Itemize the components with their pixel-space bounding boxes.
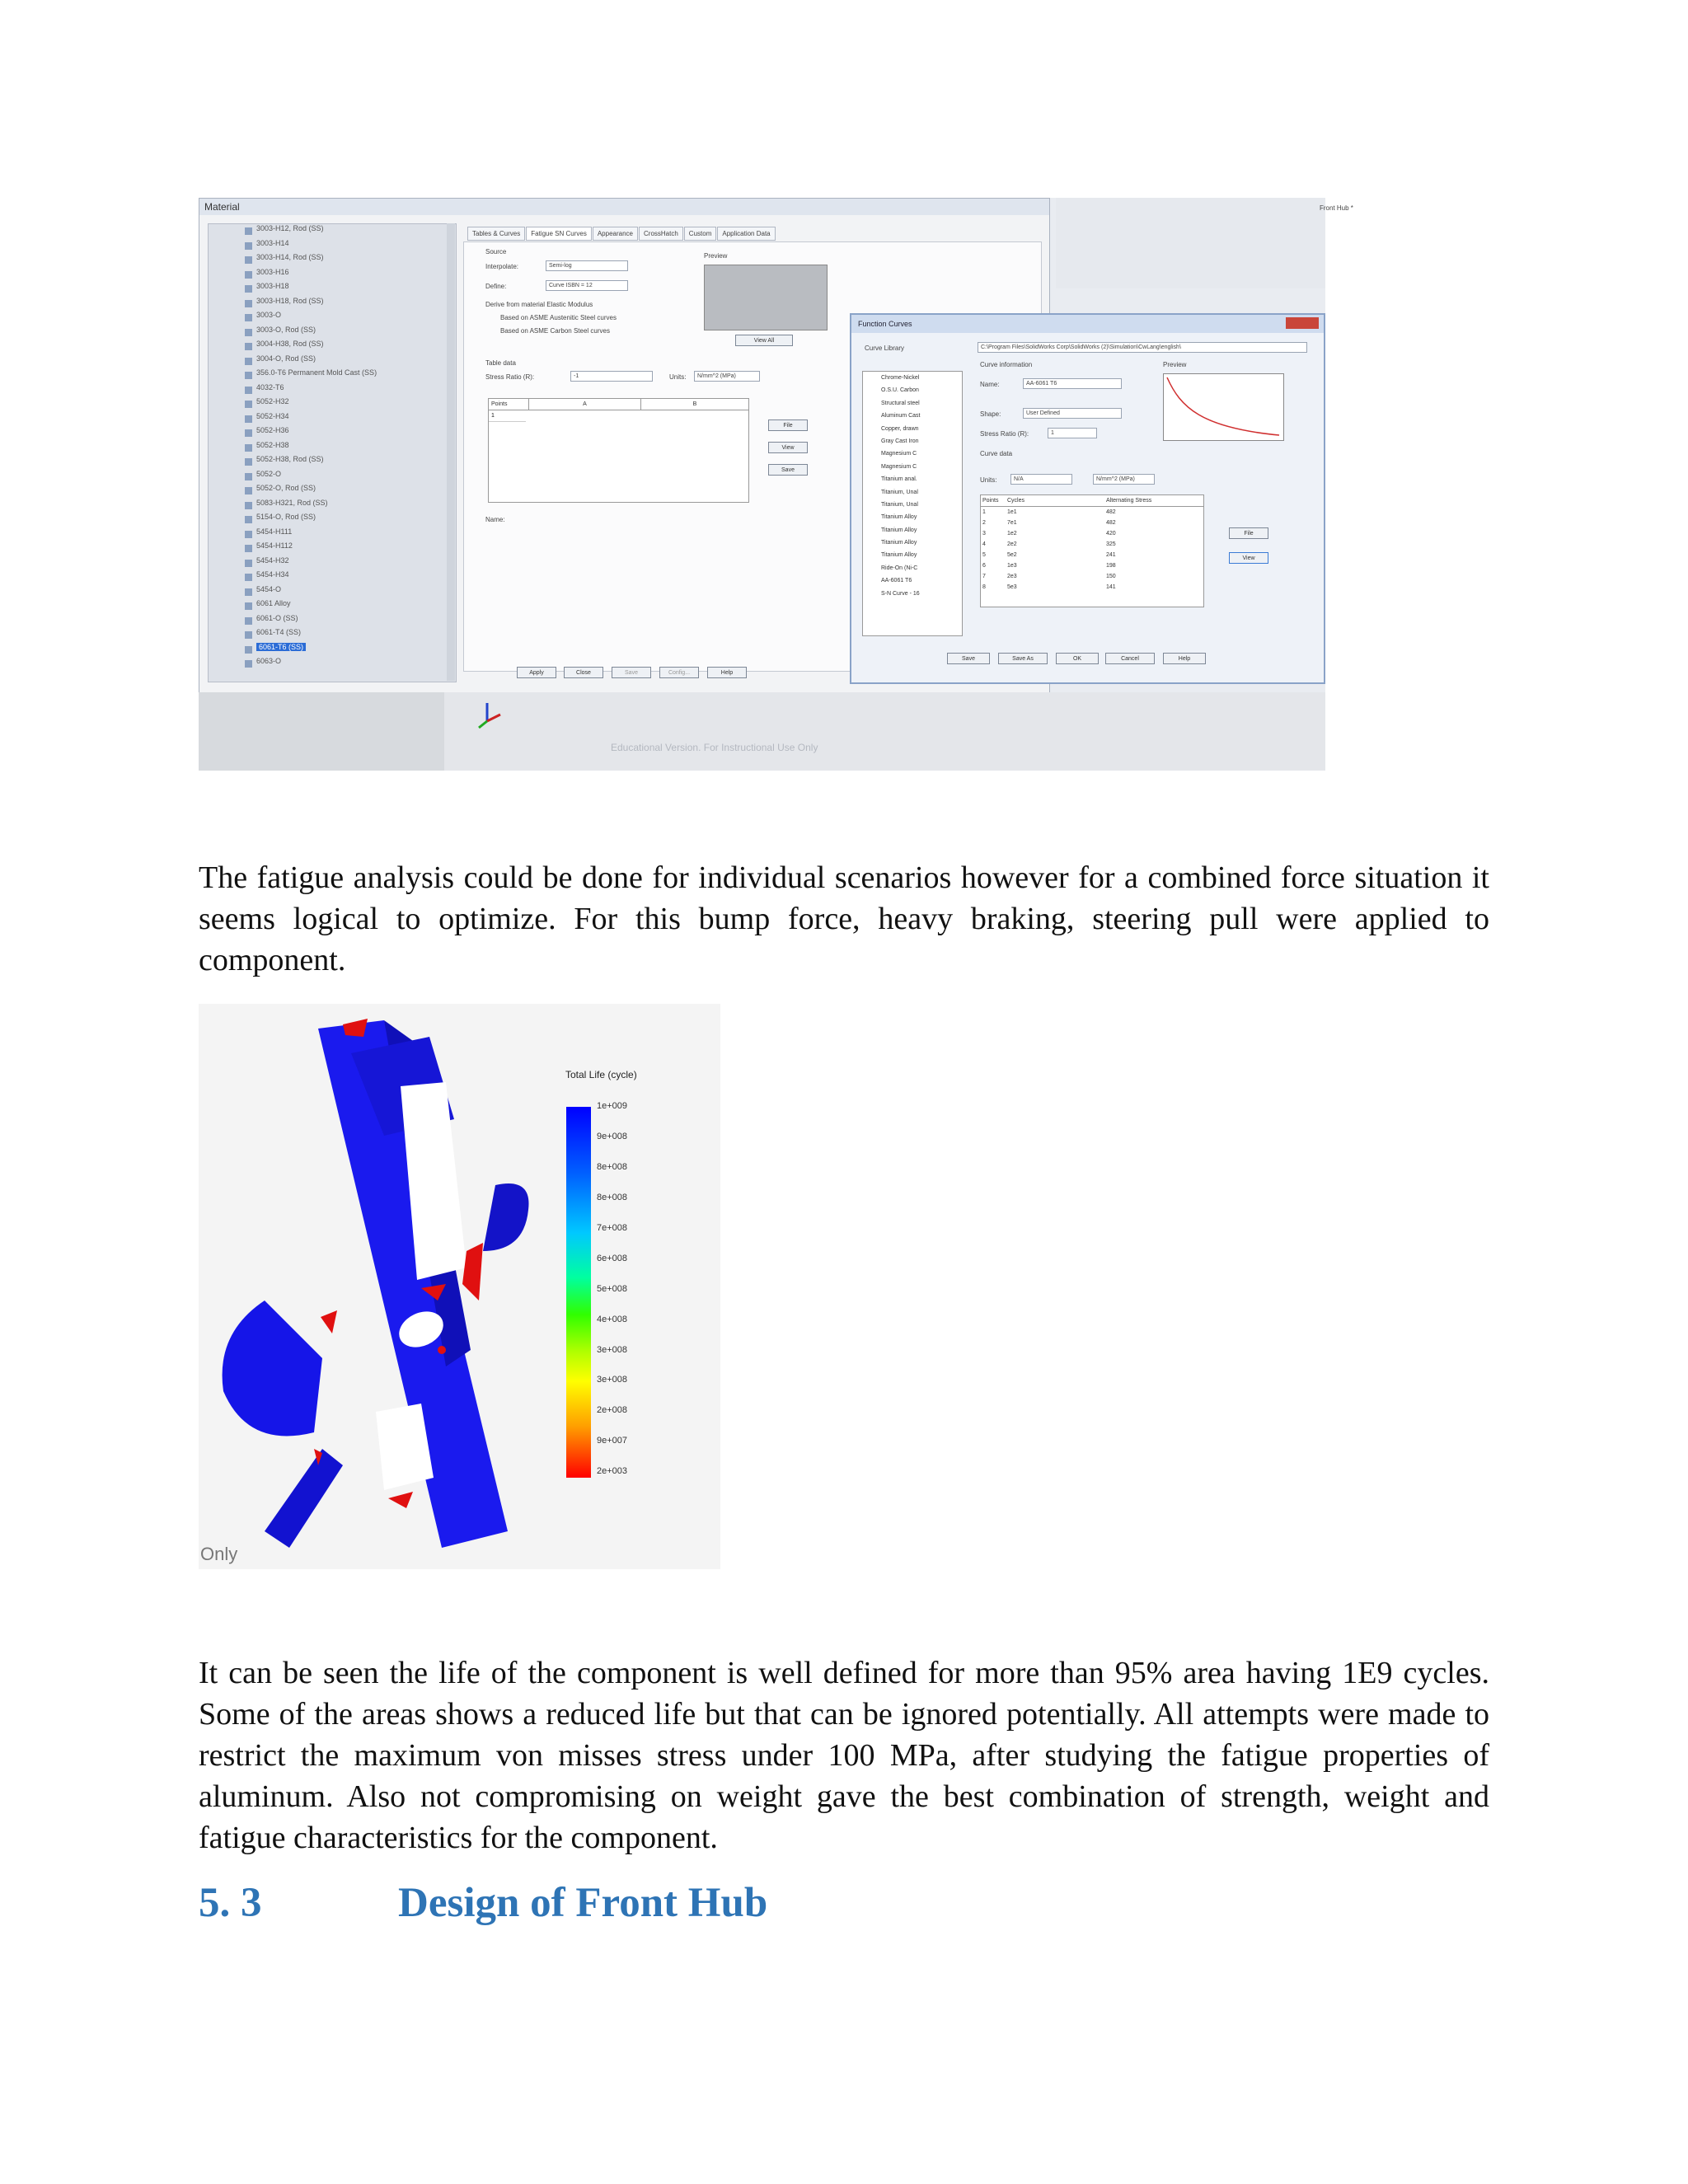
table-cell: 1e1: [1007, 509, 1017, 515]
tree-item[interactable]: [209, 253, 456, 268]
tree-item-label: 6063-O: [256, 657, 282, 665]
legend-title: Total Life (cycle): [565, 1069, 637, 1080]
fc-name-label: Name:: [980, 381, 1000, 388]
fc-preview: [1163, 373, 1284, 441]
library-item[interactable]: Titanium, Unal: [881, 501, 918, 508]
tab-3[interactable]: CrossHatch: [639, 227, 683, 241]
units-select[interactable]: N/mm^2 (MPa): [694, 371, 760, 382]
table-cell: 141: [1106, 584, 1116, 590]
col-b: B: [692, 401, 697, 407]
interpolate-label: Interpolate:: [485, 263, 519, 270]
fc-saveas-button[interactable]: Save As: [998, 653, 1048, 664]
legend-tick-label: 2e+003: [597, 1466, 628, 1477]
table-cell: 2e2: [1007, 541, 1017, 547]
table-cell: 482: [1106, 520, 1116, 526]
legend-tick-label: 9e+008: [597, 1131, 628, 1141]
sn-table[interactable]: [488, 398, 749, 503]
apply-button[interactable]: Apply: [517, 667, 556, 678]
tree-item[interactable]: [209, 556, 456, 571]
table-row[interactable]: [981, 582, 1203, 593]
tree-item-label: 5454-O: [256, 584, 282, 593]
tree-scrollbar[interactable]: [447, 223, 455, 681]
table-cell: 5e3: [1007, 584, 1017, 590]
table-cell: 482: [1106, 509, 1116, 515]
table-cell: 2: [982, 520, 986, 526]
fc-stress-ratio-input[interactable]: 1: [1048, 428, 1097, 438]
legend-tick-label: 7e+008: [597, 1222, 628, 1233]
table-cell: 1e3: [1007, 563, 1017, 569]
tree-item-label: 6061-T4 (SS): [256, 628, 302, 636]
library-item[interactable]: Chrome-Nickel: [881, 375, 920, 381]
save-button[interactable]: Save: [768, 464, 808, 476]
tree-item[interactable]: [209, 368, 456, 383]
curve-library-label: Curve Library: [865, 344, 905, 352]
table-row[interactable]: [981, 528, 1203, 539]
fatigue-life-plot: [199, 1004, 720, 1569]
fc-save-button[interactable]: Save: [947, 653, 990, 664]
table-cell: 4: [982, 541, 986, 547]
tree-item[interactable]: [209, 340, 456, 354]
close-button[interactable]: Close: [564, 667, 603, 678]
col-points: Points: [489, 399, 529, 410]
table-cell: 325: [1106, 541, 1116, 547]
sn-preview: [704, 265, 828, 330]
graphics-area: [199, 692, 1325, 771]
material-tree[interactable]: [208, 223, 457, 682]
document-title: Front Hub *: [1320, 204, 1353, 212]
educational-watermark: Educational Version. For Instructional Use Only: [611, 742, 818, 753]
curve-data-label: Curve data: [980, 450, 1013, 457]
tree-item-label: 5052-O: [256, 469, 282, 478]
fc-col-stress: Alternating Stress: [1106, 498, 1152, 504]
tree-item-label: 5052-H34: [256, 411, 289, 420]
fc-help-button[interactable]: Help: [1163, 653, 1206, 664]
tree-item-label: 5454-H111: [256, 527, 293, 536]
tab-1[interactable]: Fatigue SN Curves: [526, 227, 592, 241]
solidworks-toolbar: [1056, 198, 1353, 288]
tree-item-label: 5454-H34: [256, 570, 289, 579]
interpolate-select[interactable]: Semi-log: [546, 260, 628, 271]
fc-name-input[interactable]: AA-6061 T6: [1023, 378, 1122, 389]
table-row[interactable]: [981, 507, 1203, 518]
view-all-button[interactable]: View All: [735, 335, 793, 346]
tree-item[interactable]: [209, 513, 456, 527]
stress-ratio-label: Stress Ratio (R):: [485, 373, 535, 381]
tree-item[interactable]: [209, 326, 456, 340]
tree-item[interactable]: [209, 297, 456, 312]
tree-item-label: 3003-H14: [256, 238, 289, 247]
tree-item[interactable]: [209, 484, 456, 499]
section-title: Design of Front Hub: [398, 1880, 768, 1926]
shape-select[interactable]: User Defined: [1023, 408, 1122, 419]
units-label: Units:: [669, 373, 687, 381]
table-cell: 420: [1106, 531, 1116, 537]
tree-item-label: 6061 Alloy: [256, 599, 291, 607]
legend-tick-label: 4e+008: [597, 1314, 628, 1324]
tab-0[interactable]: Tables & Curves: [467, 227, 525, 241]
tree-item-label: 5052-H36: [256, 426, 289, 434]
tree-item-label: 6061-O (SS): [256, 613, 298, 622]
fc-units-select[interactable]: N/A: [1010, 474, 1072, 485]
tree-item[interactable]: [209, 527, 456, 542]
curve-info-label: Curve information: [980, 361, 1033, 368]
tree-item-label: 5052-H38, Rod (SS): [256, 455, 324, 463]
library-item[interactable]: Gray Cast Iron: [881, 438, 919, 444]
table-row[interactable]: [981, 518, 1203, 528]
library-item[interactable]: Aluminum Cast: [881, 413, 921, 419]
paragraph-fatigue-analysis: The fatigue analysis could be done for individual scenarios however for a combined force situation it seems logical to optimize. For this bump force, heavy braking, steering pull were applied to component.: [199, 860, 1489, 977]
section-heading: [199, 1879, 767, 1927]
table-cell: 241: [1106, 552, 1116, 558]
legend-tick-label: 6e+008: [597, 1253, 628, 1263]
view-button[interactable]: View: [768, 442, 808, 453]
tree-item[interactable]: [209, 470, 456, 485]
section-number: 5. 3: [199, 1880, 262, 1926]
tree-item-label: 3003-H18: [256, 282, 289, 290]
close-icon[interactable]: [1286, 317, 1319, 329]
tab-5[interactable]: Application Data: [717, 227, 775, 241]
library-item[interactable]: Copper, drawn: [881, 425, 919, 432]
library-item[interactable]: Titanium Alloy: [881, 527, 917, 533]
tree-item-label: 5454-H32: [256, 555, 289, 565]
table-cell: 198: [1106, 563, 1116, 569]
table-cell: 7e1: [1007, 520, 1017, 526]
legend-tick-label: 9e+007: [597, 1436, 628, 1446]
col-a: A: [529, 399, 641, 410]
library-item[interactable]: Titanium Alloy: [881, 514, 917, 521]
define-select[interactable]: Curve ISBN = 12: [546, 280, 628, 291]
tree-item-label: 5052-H38: [256, 440, 289, 449]
file-button[interactable]: File: [768, 419, 808, 431]
paragraph-life-results: It can be seen the life of the component is well defined for more than 95% area having 1E9 cycles. Some of the areas shows a reduced life but that can be ignored potentially. All attempts were made to restrict the maximum von misses stress under 100 MPa, after studying the fatigue properties of aluminum. Also not compromising on weight gave the best combination of strength, weight and fatigue characteristics for the component.: [199, 1656, 1489, 1855]
curve-data-table[interactable]: [980, 494, 1204, 607]
carbon-label[interactable]: Based on ASME Carbon Steel curves: [500, 327, 610, 335]
feature-manager-pane: [199, 692, 444, 771]
tree-item[interactable]: [209, 541, 456, 556]
table-cell: 6: [982, 563, 986, 569]
config-button[interactable]: Config...: [659, 667, 699, 678]
fc-view-button[interactable]: View: [1229, 552, 1268, 564]
table-cell: 3: [982, 531, 986, 537]
tree-item[interactable]: [209, 397, 456, 412]
tree-item[interactable]: [209, 657, 456, 672]
fc-units-select-2[interactable]: N/mm^2 (MPa): [1093, 474, 1155, 485]
tree-item-label: 4032-T6: [256, 382, 284, 391]
tree-item[interactable]: [209, 643, 456, 658]
define-label[interactable]: Define:: [485, 283, 507, 290]
shape-label: Shape:: [980, 410, 1001, 418]
tree-item-label: 3003-O, Rod (SS): [256, 325, 316, 334]
library-item[interactable]: Structural steel: [881, 400, 920, 406]
library-item[interactable]: Titanium, Unal: [881, 489, 918, 495]
table-cell: 1e2: [1007, 531, 1017, 537]
tree-item-label: 5454-H112: [256, 541, 293, 550]
tree-item-label: 3003-H18, Rod (SS): [256, 296, 324, 305]
save-disabled-button[interactable]: Save: [612, 667, 651, 678]
table-cell: 8: [982, 584, 986, 590]
library-item[interactable]: Ride-On (Ni-C: [881, 565, 918, 571]
function-curves-title: Function Curves: [851, 315, 1324, 333]
library-item[interactable]: Titanium Alloy: [881, 540, 917, 546]
library-item[interactable]: Magnesium C: [881, 451, 917, 457]
table-cell: 150: [1106, 574, 1116, 579]
table-data-label: Table data: [485, 359, 516, 367]
tree-item-label: 3003-O: [256, 311, 282, 319]
fc-file-button[interactable]: File: [1229, 527, 1268, 539]
tree-item[interactable]: [209, 455, 456, 470]
tree-item[interactable]: [209, 268, 456, 283]
table-cell: 2e3: [1007, 574, 1017, 579]
fc-ok-button[interactable]: OK: [1056, 653, 1099, 664]
table-row[interactable]: [981, 560, 1203, 571]
tree-item-label: 356.0-T6 Permanent Mold Cast (SS): [256, 368, 377, 377]
name-label: Name:: [485, 516, 505, 523]
tree-item-label: 3003-H16: [256, 267, 289, 276]
hub-fatigue-model: [199, 1004, 720, 1569]
library-item[interactable]: Magnesium C: [881, 463, 917, 470]
library-item[interactable]: Titanium anal.: [881, 476, 917, 483]
austenitic-label[interactable]: Based on ASME Austenitic Steel curves: [500, 314, 617, 321]
legend-tick-label: 5e+008: [597, 1283, 628, 1294]
table-cell: 7: [982, 574, 986, 579]
fc-units-label: Units:: [980, 476, 997, 484]
tree-item[interactable]: [209, 239, 456, 254]
sn-curve-preview: [1164, 374, 1283, 440]
axis-triad-icon: [471, 696, 504, 729]
tree-item-label: 3004-H38, Rod (SS): [256, 340, 324, 348]
tree-item[interactable]: [209, 426, 456, 441]
tree-item-label: 3004-O, Rod (SS): [256, 354, 316, 363]
stress-ratio-input[interactable]: -1: [570, 371, 653, 382]
tree-item-label: 6061-T6 (SS): [256, 643, 306, 651]
tree-item-label: 5154-O, Rod (SS): [256, 513, 316, 521]
tree-item[interactable]: [209, 354, 456, 369]
curve-library-tree[interactable]: [862, 371, 963, 636]
tree-item-label: 5083-H321, Rod (SS): [256, 498, 328, 507]
tree-item[interactable]: [209, 499, 456, 513]
derive-label[interactable]: Derive from material Elastic Modulus: [485, 301, 593, 308]
table-cell: 1: [982, 509, 986, 515]
tree-item-label: 5052-H32: [256, 397, 289, 405]
table-row[interactable]: [981, 539, 1203, 550]
table-row[interactable]: [981, 571, 1203, 582]
fc-preview-label: Preview: [1163, 361, 1187, 368]
legend-tick-label: 8e+008: [597, 1161, 628, 1172]
fc-col-cycles: Cycles: [1007, 498, 1025, 504]
legend-tick-label: 8e+008: [597, 1192, 628, 1202]
tree-item[interactable]: [209, 383, 456, 398]
material-window-title: Material: [199, 199, 1049, 215]
tree-item[interactable]: [209, 585, 456, 600]
curve-library-path[interactable]: C:\Program Files\SolidWorks Corp\SolidWorks (2)\Simulation\CwLang\english\: [978, 342, 1307, 353]
tree-item[interactable]: [209, 412, 456, 427]
tab-4[interactable]: Custom: [684, 227, 717, 241]
source-label: Source: [485, 248, 507, 255]
material-tabs: [467, 225, 1036, 240]
help-button[interactable]: Help: [707, 667, 747, 678]
tree-item[interactable]: [209, 282, 456, 297]
fc-cancel-button[interactable]: Cancel: [1105, 653, 1155, 664]
legend-tick-label: 1e+009: [597, 1101, 628, 1111]
watermark-fragment: Only: [200, 1544, 238, 1564]
library-item[interactable]: O.S.U. Carbon: [881, 387, 919, 394]
tree-item[interactable]: [209, 570, 456, 585]
fc-stress-ratio-label: Stress Ratio (R):: [980, 430, 1029, 438]
library-item[interactable]: Titanium Alloy: [881, 552, 917, 559]
table-cell: 5e2: [1007, 552, 1017, 558]
tree-item[interactable]: [209, 441, 456, 456]
preview-label: Preview: [704, 252, 728, 260]
table-row[interactable]: 1: [489, 410, 526, 422]
tree-item[interactable]: [209, 599, 456, 614]
tree-item[interactable]: [209, 311, 456, 326]
legend-tick-label: 2e+008: [597, 1405, 628, 1416]
material-dialog-screenshot: [199, 198, 1353, 771]
library-item[interactable]: AA-6061 T6: [881, 578, 912, 584]
tree-item-label: 3003-H14, Rod (SS): [256, 253, 324, 261]
legend-tick-label: 3e+008: [597, 1375, 628, 1385]
table-row[interactable]: [981, 550, 1203, 560]
legend-colorbar: [566, 1107, 591, 1478]
tree-item[interactable]: [209, 614, 456, 629]
tree-item-label: 3003-H12, Rod (SS): [256, 224, 324, 232]
tree-item[interactable]: [209, 628, 456, 643]
fc-col-points: Points: [982, 498, 999, 504]
legend-tick-label: 3e+008: [597, 1344, 628, 1355]
table-cell: 5: [982, 552, 986, 558]
tree-item[interactable]: [209, 224, 456, 239]
tab-2[interactable]: Appearance: [593, 227, 638, 241]
library-item[interactable]: S-N Curve - 16: [881, 590, 920, 597]
tree-item-label: 5052-O, Rod (SS): [256, 484, 316, 492]
